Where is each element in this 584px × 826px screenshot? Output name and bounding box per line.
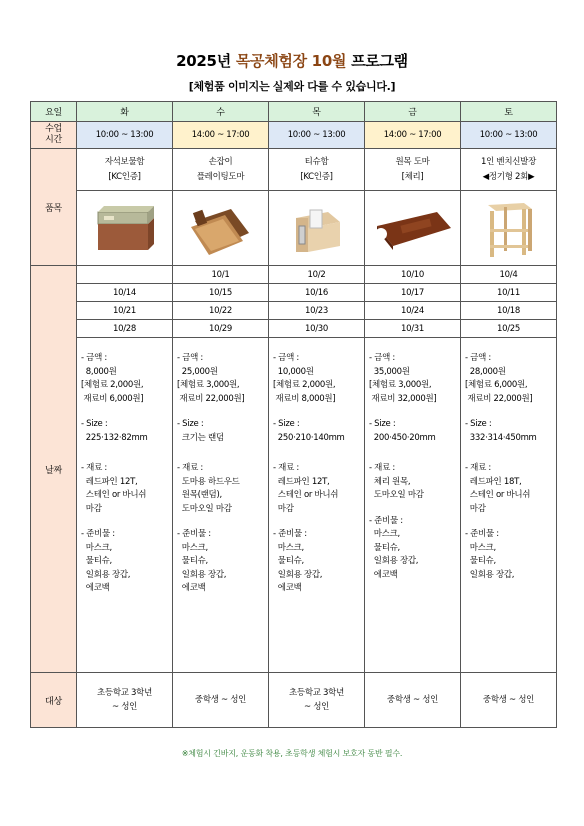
- cutting-board-image: [365, 191, 461, 266]
- prep-info: - 준비물 : 마스크, 물티슈, 일회용 장갑, 에코백: [273, 529, 323, 593]
- row-label-target: 대상: [31, 673, 77, 728]
- title-prefix: 2025년: [176, 52, 236, 70]
- date-cell: 10/17: [365, 284, 461, 302]
- date-cell: 10/30: [269, 320, 365, 338]
- title-highlight: 목공체험장 10월: [235, 52, 347, 70]
- price-info: - 금액 : 10,000원 [체험료 2,000원, 재료비 8,000원]: [273, 353, 336, 404]
- date-cell: 10/29: [173, 320, 269, 338]
- date-cell: 10/31: [365, 320, 461, 338]
- row-label-time: 수업 시간: [31, 122, 77, 149]
- date-cell: 10/16: [269, 284, 365, 302]
- day-cell: 토: [461, 102, 557, 122]
- prep-info: - 준비물 : 마스크, 물티슈, 일회용 장갑, 에코백: [177, 529, 227, 593]
- size-info: - Size : 225·132·82mm: [81, 419, 148, 443]
- size-info: - Size : 200·450·20mm: [369, 419, 436, 443]
- day-cell: 수: [173, 102, 269, 122]
- bench-shoe-rack-image: [461, 191, 557, 266]
- prep-info: - 준비물 : 마스크, 물티슈, 일회용 장갑, 에코백: [81, 529, 131, 593]
- day-cell: 화: [77, 102, 173, 122]
- date-cell: 10/15: [173, 284, 269, 302]
- target-cell: 중학생 ~ 성인: [461, 673, 557, 728]
- prep-info: - 준비물 : 마스크, 물티슈, 일회용 장갑, 에코백: [369, 515, 419, 580]
- row-label-item: 품목: [31, 149, 77, 266]
- material-info: - 재료 : 도마용 하드우드 원목(랜덤), 도마오일 마감: [177, 463, 240, 514]
- date-cell: 10/28: [77, 320, 173, 338]
- date-cell: 10/1: [173, 266, 269, 284]
- product-name: 티슈함 [KC인증]: [269, 149, 365, 191]
- footer-note: ※체험시 긴바지, 운동화 착용, 초등학생 체험시 보호자 동반 필수.: [181, 749, 403, 758]
- title-suffix: 프로그램: [346, 52, 408, 70]
- details-cell: [77, 338, 173, 673]
- time-cell: 10:00 ~ 13:00: [77, 122, 173, 149]
- page-title: [0, 50, 584, 71]
- details-cell: [461, 338, 557, 673]
- tissue-box-image: [269, 191, 365, 266]
- details-cell: [365, 338, 461, 673]
- size-info: - Size : 332·314·450mm: [465, 419, 537, 443]
- date-cell: 10/4: [461, 266, 557, 284]
- price-info: - 금액 : 28,000원 [체험료 6,000원, 재료비 22,000원]: [465, 353, 533, 404]
- size-info: - Size : 크기는 랜덤: [177, 419, 224, 443]
- material-info: - 재료 : 레드파인 12T, 스테인 or 바니쉬 마감: [273, 463, 339, 514]
- material-info: - 재료 : 체리 원목, 도마오일 마감: [369, 463, 424, 500]
- product-name: 손잡이 플레이팅도마: [173, 149, 269, 191]
- day-cell: 목: [269, 102, 365, 122]
- date-cell: [77, 266, 173, 284]
- date-cell: 10/22: [173, 302, 269, 320]
- date-cell: 10/18: [461, 302, 557, 320]
- date-cell: 10/14: [77, 284, 173, 302]
- target-cell: 중학생 ~ 성인: [365, 673, 461, 728]
- box-image: [77, 191, 173, 266]
- board-image: [173, 191, 269, 266]
- product-name: 자석보물함 [KC인증]: [77, 149, 173, 191]
- price-info: - 금액 : 25,000원 [체험료 3,000원, 재료비 22,000원]: [177, 353, 245, 404]
- time-cell: 14:00 ~ 17:00: [173, 122, 269, 149]
- program-table: [30, 101, 557, 728]
- details-cell: [173, 338, 269, 673]
- time-cell: 14:00 ~ 17:00: [365, 122, 461, 149]
- details-cell: [269, 338, 365, 673]
- date-cell: 10/25: [461, 320, 557, 338]
- row-label-date: 날짜: [31, 266, 77, 673]
- page-subtitle: [체험품 이미지는 실제와 다를 수 있습니다.]: [188, 80, 396, 93]
- target-cell: 초등학교 3학년 ~ 성인: [77, 673, 173, 728]
- prep-info: - 준비물 : 마스크, 물티슈, 일회용 장갑,: [465, 529, 515, 580]
- material-info: - 재료 : 레드파인 18T, 스테인 or 바니쉬 마감: [465, 463, 531, 514]
- material-info: - 재료 : 레드파인 12T, 스테인 or 바니쉬 마감: [81, 463, 147, 514]
- product-name: 원목 도마 [체리]: [365, 149, 461, 191]
- row-label-day: 요일: [31, 102, 77, 122]
- day-cell: 금: [365, 102, 461, 122]
- date-cell: 10/24: [365, 302, 461, 320]
- date-cell: 10/23: [269, 302, 365, 320]
- product-name: 1인 벤치신발장 ◀정기형 2회▶: [461, 149, 557, 191]
- date-cell: 10/11: [461, 284, 557, 302]
- time-cell: 10:00 ~ 13:00: [461, 122, 557, 149]
- date-cell: 10/2: [269, 266, 365, 284]
- price-info: - 금액 : 8,000원 [체험료 2,000원, 재료비 6,000원]: [81, 353, 144, 404]
- price-info: - 금액 : 35,000원 [체험료 3,000원, 재료비 32,000원]: [369, 353, 437, 404]
- target-cell: 중학생 ~ 성인: [173, 673, 269, 728]
- time-cell: 10:00 ~ 13:00: [269, 122, 365, 149]
- date-cell: 10/10: [365, 266, 461, 284]
- target-cell: 초등학교 3학년 ~ 성인: [269, 673, 365, 728]
- size-info: - Size : 250·210·140mm: [273, 419, 345, 443]
- date-cell: 10/21: [77, 302, 173, 320]
